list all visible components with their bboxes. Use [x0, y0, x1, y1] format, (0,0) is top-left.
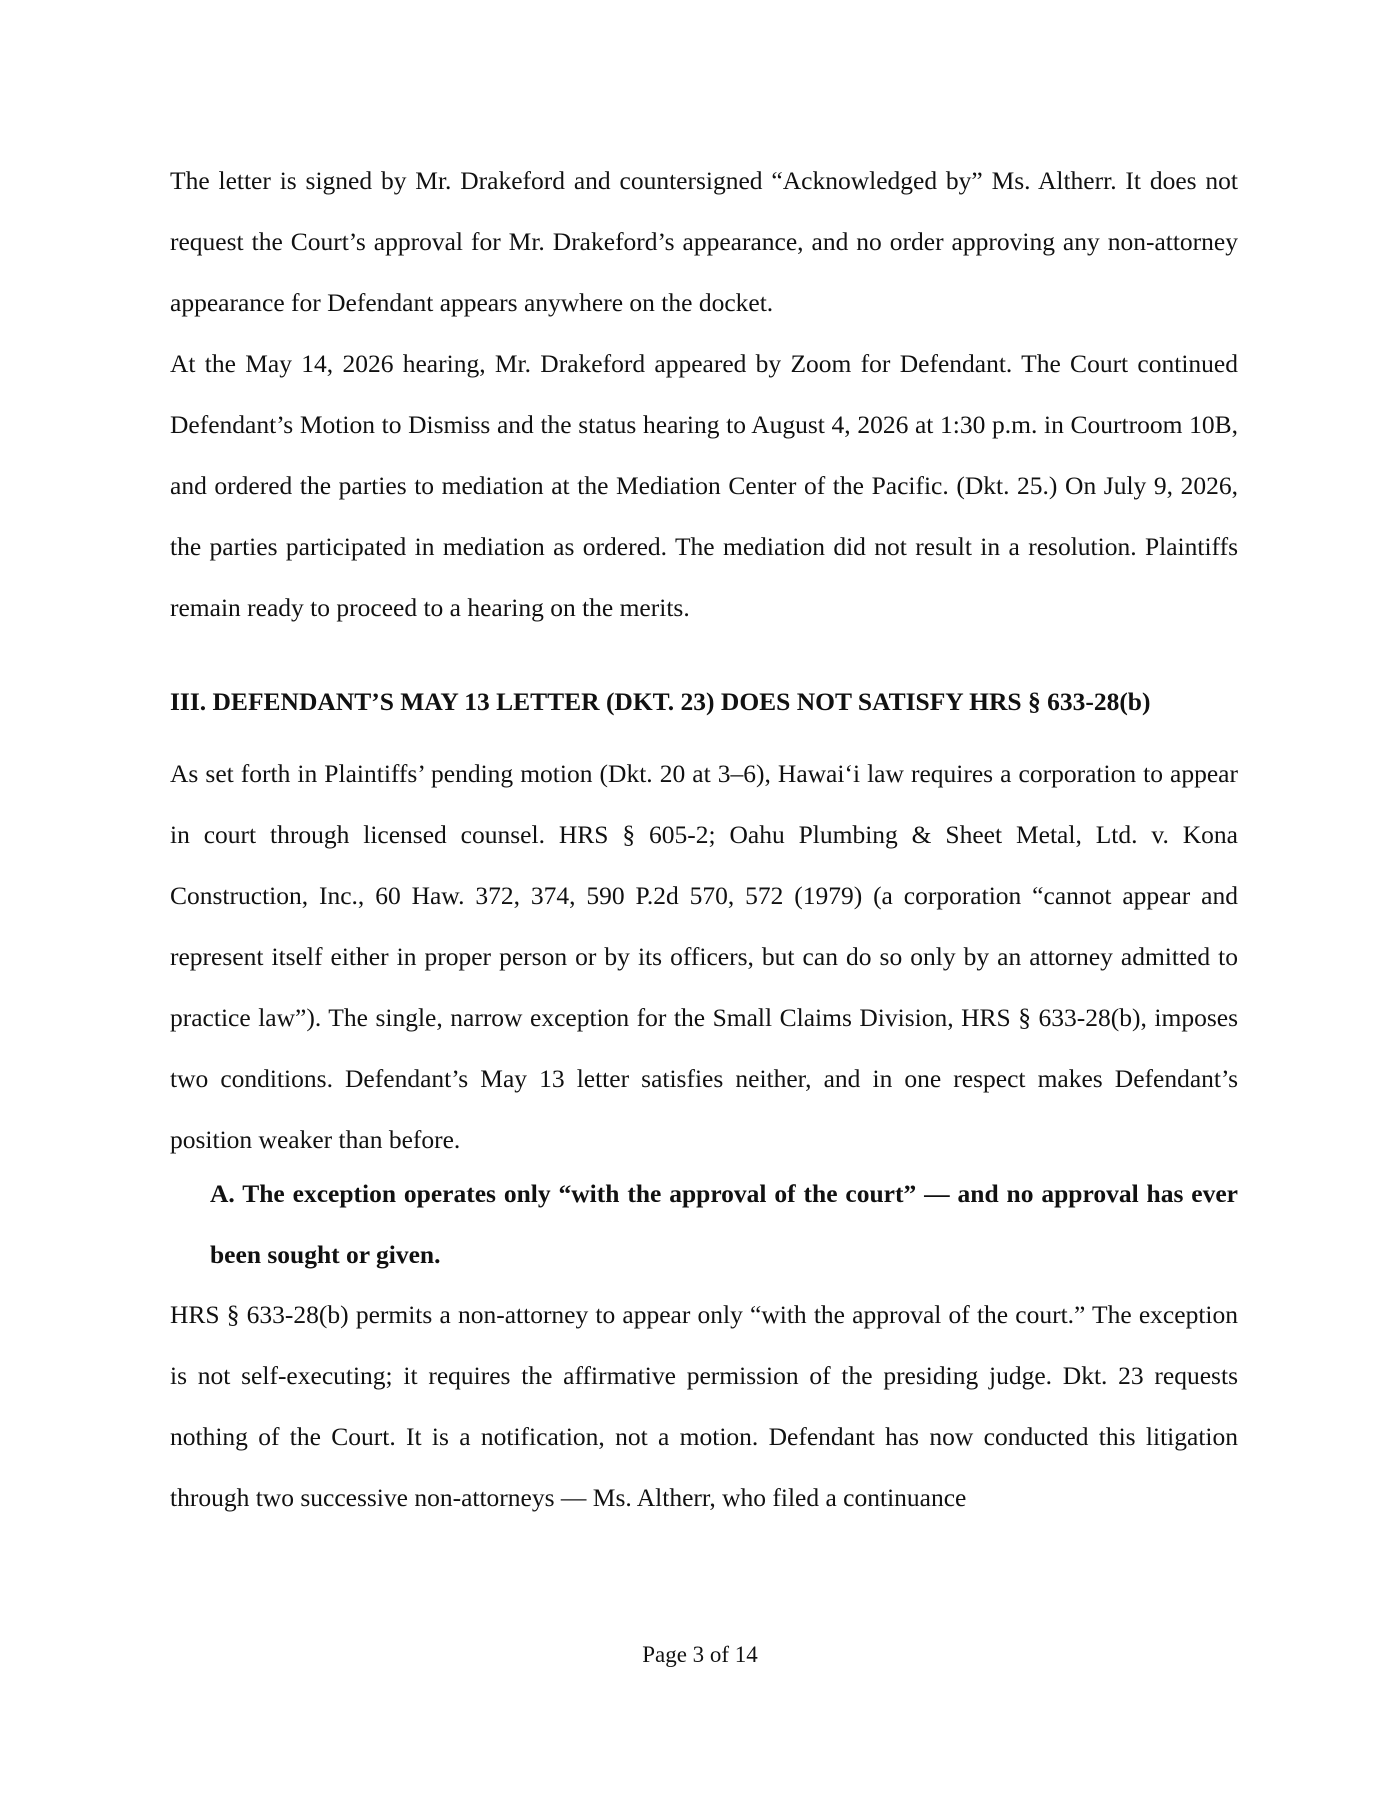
paragraph-court-approval-requirement: HRS § 633-28(b) permits a non-attorney to appear only “with the approval of the court.” The exception is not self-executing; it requires the affirmative permission of the presiding judge. Dkt. 23 requests nothing of the Court. It is a notification, not a motion. Defendant has now conducted this litigation through two successive non-attorneys — Ms. Altherr, who filed a continuance — [170, 1300, 1238, 1512]
paragraph-may-14-hearing: At the May 14, 2026 hearing, Mr. Drakeford appeared by Zoom for Defendant. The Court continued Defendant’s Motion to Dismiss and the status hearing to August 4, 2026 at 1:30 p.m. in Courtroom 10B, and ordered the parties to mediation at the Mediation Center of the Pacific. (Dkt. 25.) On July 9, 2026, the parties participated in mediation as ordered. The mediation did not result in a resolution. Plaintiffs remain ready to proceed to a hearing on the merits. — [170, 349, 1238, 622]
paragraph-letter-signature: The letter is signed by Mr. Drakeford and countersigned “Acknowledged by” Ms. Altherr. It does not request the Court’s approval for Mr. Drakeford’s appearance, and no order approving any non-attorney appearance for Defendant appears anywhere on the docket. — [170, 166, 1238, 317]
paragraph-corporate-representation-law: As set forth in Plaintiffs’ pending motion (Dkt. 20 at 3–6), Hawai‘i law requires a corporation to appear in court through licensed counsel. HRS § 605-2; Oahu Plumbing & Sheet Metal, Ltd. v. Kona Construction, Inc., 60 Haw. 372, 374, 590 P.2d 570, 572 (1979) (a corporation “cannot appear and represent itself either in proper person or by its officers, but can do so only by an attorney admitted to practice law”). The single, narrow exception for the Small Claims Division, HRS § 633-28(b), imposes two conditions. Defendant’s May 13 letter satisfies neither, and in one respect makes Defendant’s position weaker than before. — [170, 759, 1238, 1154]
subsection-heading-a: A. The exception operates only “with the approval of the court” — and no approval has ever been sought or given. — [210, 1179, 1238, 1269]
page-number-footer: Page 3 of 14 — [642, 1642, 758, 1667]
section-heading-iii: III. DEFENDANT’S MAY 13 LETTER (DKT. 23) DOES NOT SATISFY HRS § 633-28(b) — [170, 687, 1151, 716]
